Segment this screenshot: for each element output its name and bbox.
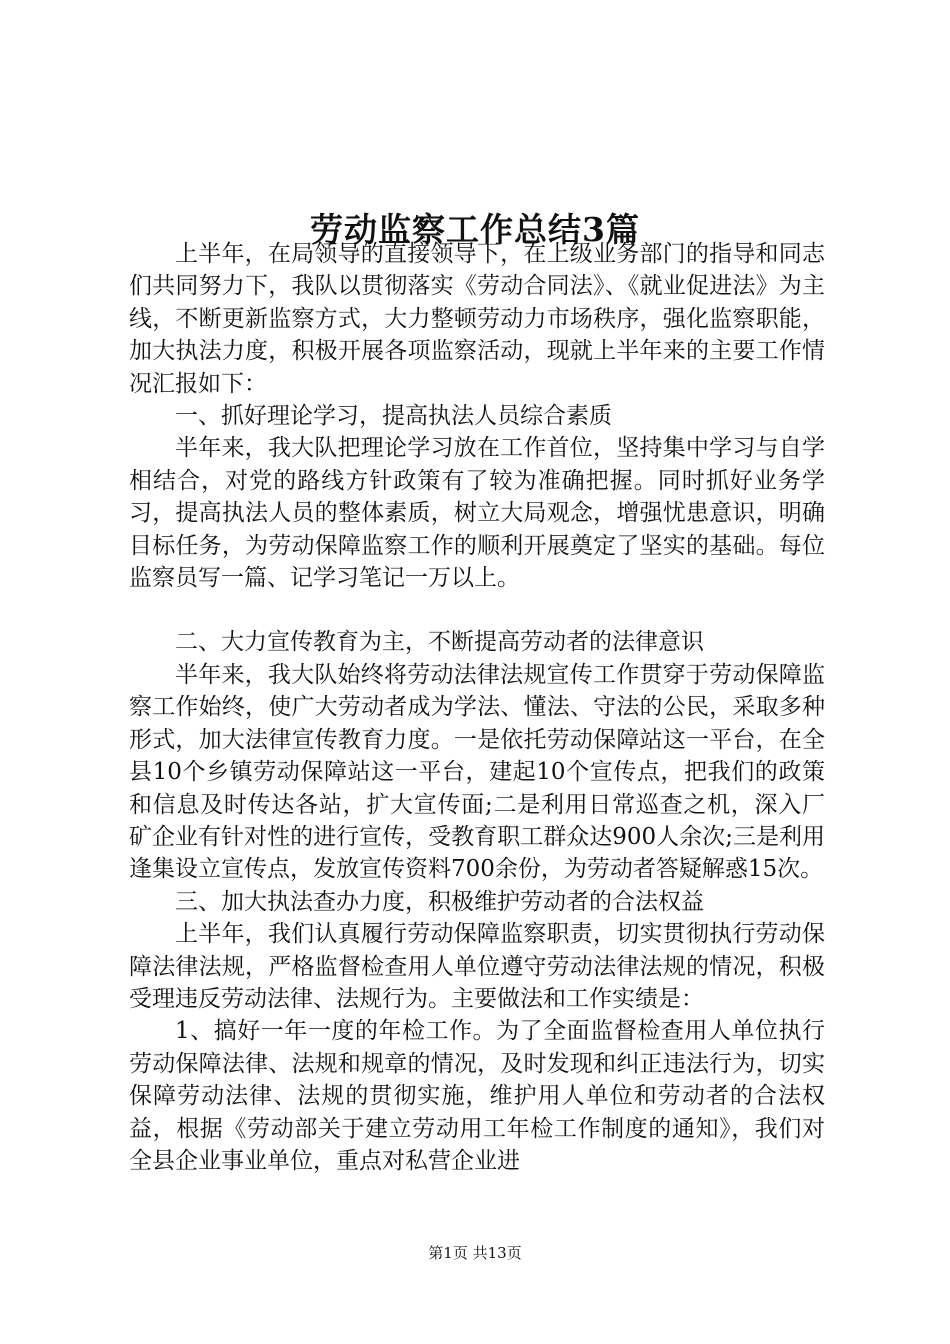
section-heading-3: 三、加大执法查办力度，积极维护劳动者的合法权益	[175, 888, 704, 915]
section-heading-2: 二、大力宣传教育为主，不断提高劳动者的法律意识	[175, 629, 704, 656]
document-title: 劳动监察工作总结3篇	[310, 210, 640, 250]
page-footer: 第1页 共13页	[428, 1244, 522, 1262]
section-2-paragraph: 半年来，我大队始终将劳动法律法规宣传工作贯穿于劳动保障监察工作始终，使广大劳动者成为学法、懂法、守法的公民，采取多种形式，加大法律宣传教育力度。一是依托劳动保障站这一平台，在全县10个乡镇劳动保障站这一平台，建起10个宣传点，把我们的政策和信息及时传达各站，扩大宣传面;二是利用日常巡查之机，深入厂矿企业有针对性的进行宣传，受教育职工群众达900人余次;三是利用逢集设立宣传点，发放宣传资料700余份，为劳动者答疑解惑15次。	[129, 661, 825, 883]
document-body	[129, 238, 825, 1177]
section-1-paragraph: 半年来，我大队把理论学习放在工作首位，坚持集中学习与自学相结合，对党的路线方针政策有了较为准确把握。同时抓好业务学习，提高执法人员的整体素质，树立大局观念，增强忧患意识，明确目标任务，为劳动保障监察工作的顺利开展奠定了坚实的基础。每位监察员写一篇、记学习笔记一万以上。	[129, 435, 825, 592]
section-heading-1: 一、抓好理论学习，提高执法人员综合素质	[175, 403, 612, 430]
intro-paragraph: 上半年，在局领导的直接领导下，在上级业务部门的指导和同志们共同努力下，我队以贯彻落实《劳动合同法》、《就业促进法》为主线，不断更新监察方式，大力整顿劳动力市场秩序，强化监察职能，加大执法力度，积极开展各项监察活动，现就上半年来的主要工作情况汇报如下：	[129, 241, 825, 397]
section-3-item-1: 1、搞好一年一度的年检工作。为了全面监督检查用人单位执行劳动保障法律、法规和规章的情况，及时发现和纠正违法行为，切实保障劳动法律、法规的贯彻实施，维护用人单位和劳动者的合法权益，根据《劳动部关于建立劳动用工年检工作制度的通知》，我们对全县企业事业单位，重点对私营企业进	[129, 1018, 825, 1174]
section-3-paragraph: 上半年，我们认真履行劳动保障监察职责，切实贯彻执行劳动保障法律法规，严格监督检查用人单位遵守劳动法律法规的情况，积极受理违反劳动法律、法规行为。主要做法和工作实绩是：	[129, 921, 825, 1012]
